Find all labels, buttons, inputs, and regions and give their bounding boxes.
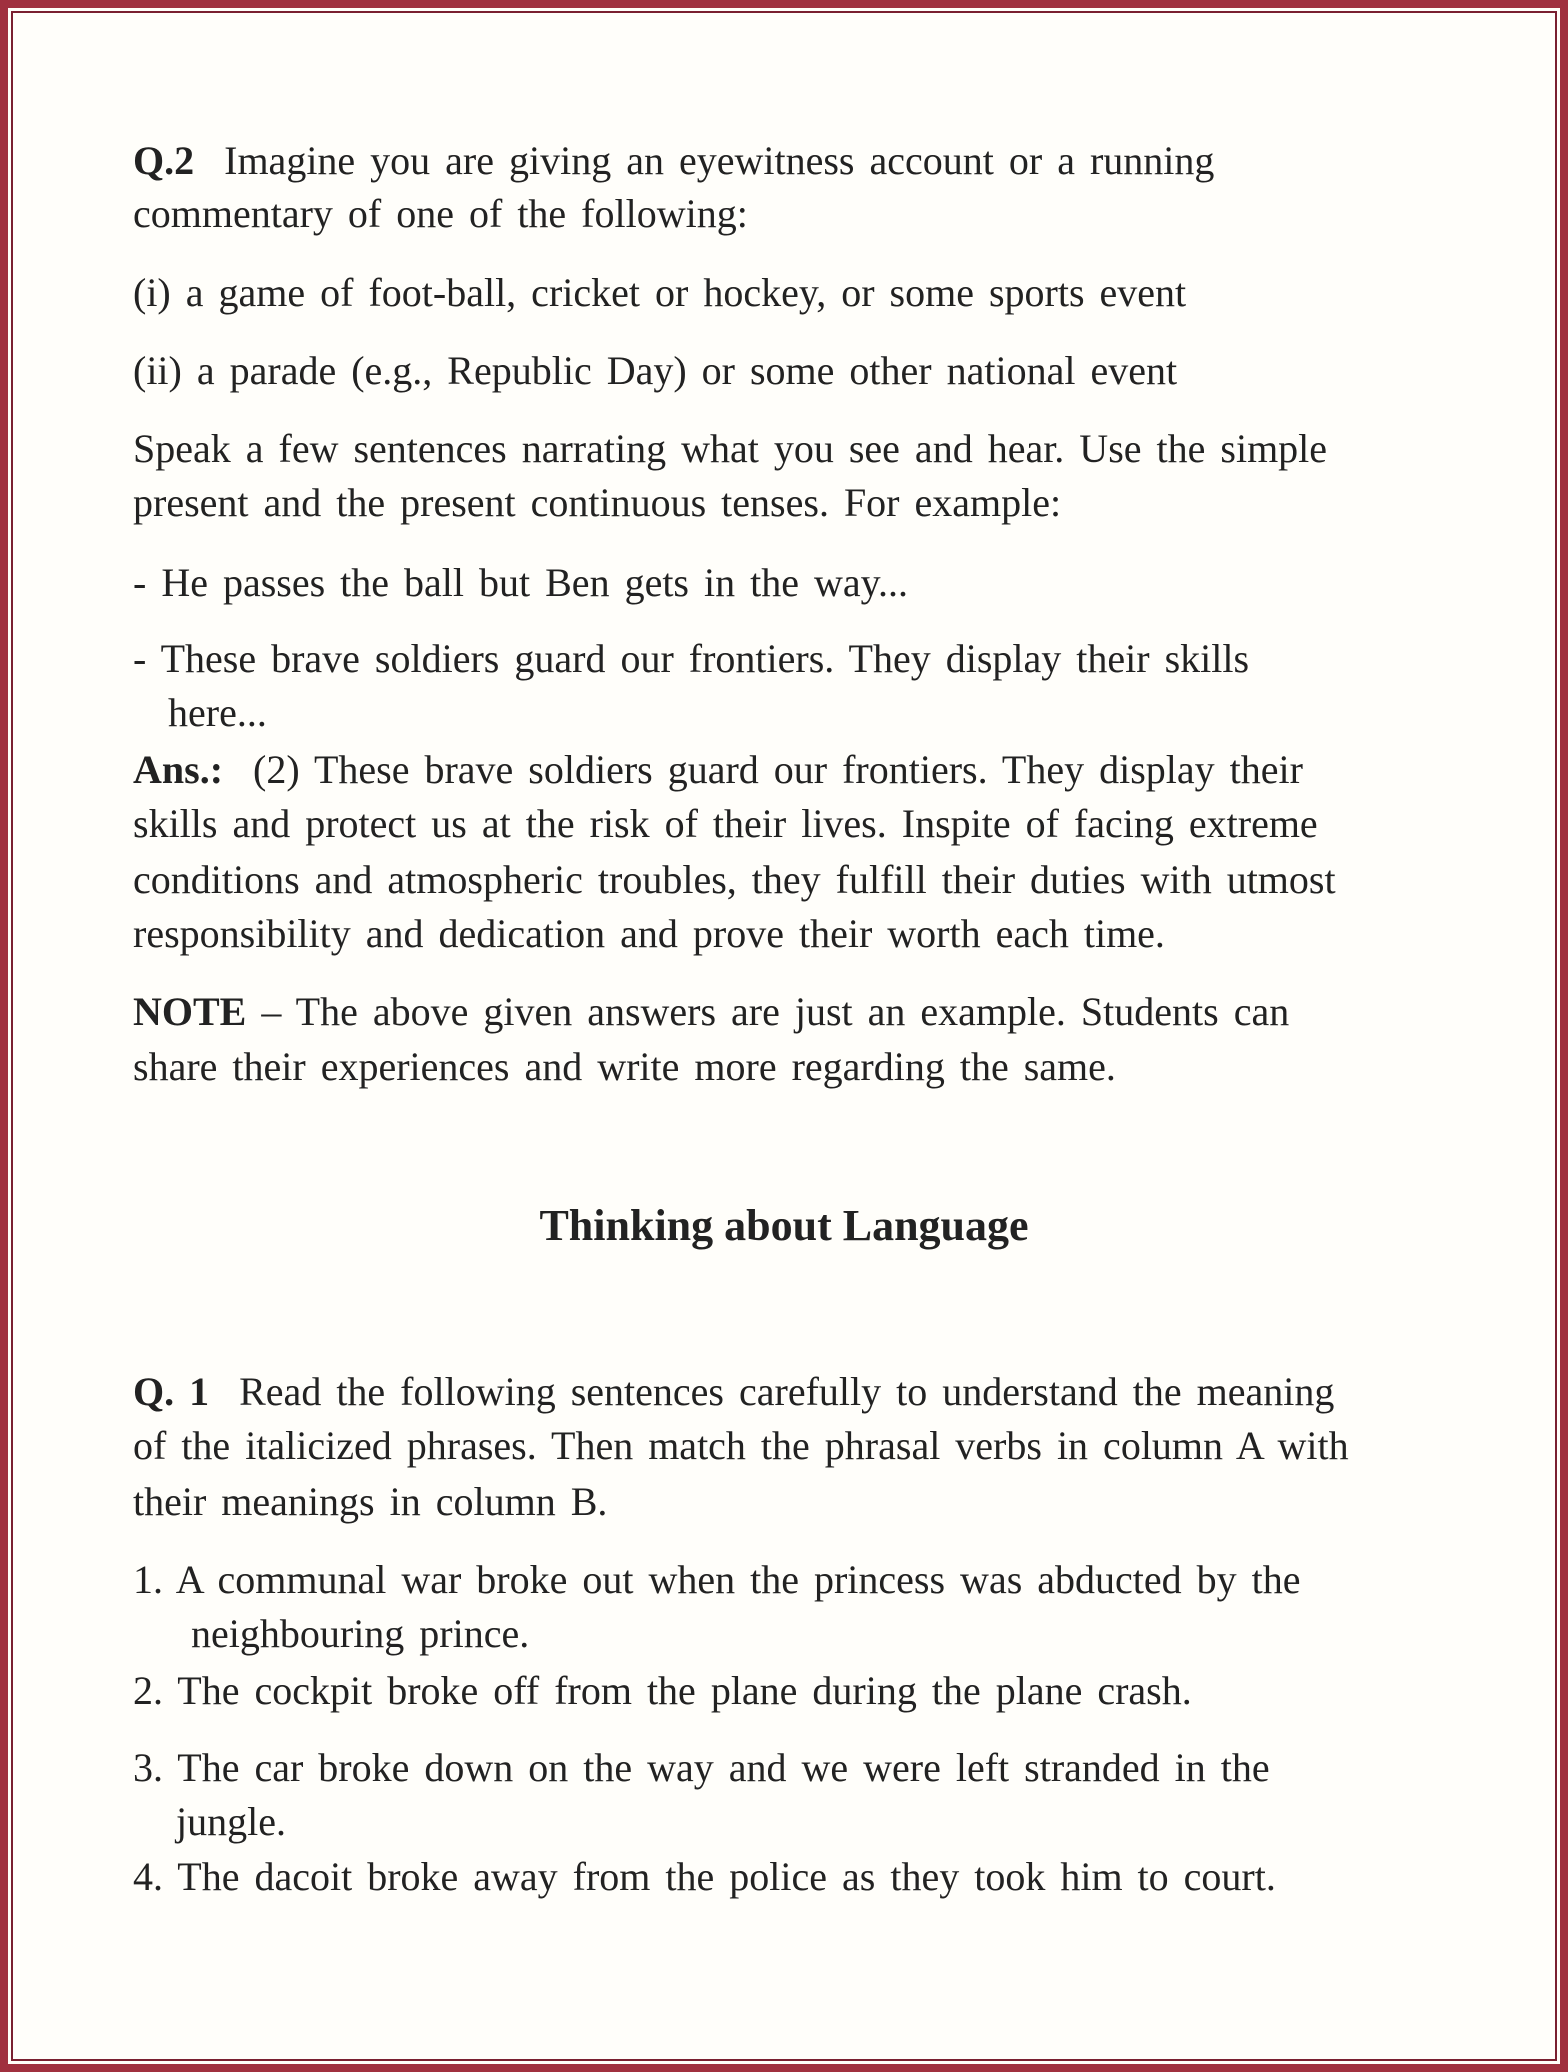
note-line [133,987,1289,1037]
ans-label: Ans.: [133,747,224,792]
example: - These brave soldiers guard our frontiers. They display their skills [133,636,1250,681]
q1-line: of the italicized phrases. Then match the phrasal verbs in column A with [133,1423,1349,1468]
option: (i) a game of foot-ball, cricket or hockey, or some sports event [133,270,1187,315]
note-label: NOTE [133,989,247,1034]
section-heading: Thinking about Language [539,1201,1029,1250]
q1-line: their meanings in column B. [133,1479,608,1524]
answer-line [133,745,1303,795]
note-line: share their experiences and write more regarding the same. [133,1044,1116,1089]
list-item: 1. A communal war broke out when the princess was abducted by the [133,1557,1301,1602]
instruction: Speak a few sentences narrating what you see and hear. Use the simple [133,426,1328,471]
text: Imagine you are giving an eyewitness account or a running [224,138,1215,183]
list-item: jungle. [176,1799,286,1844]
text: (2) These brave soldiers guard our frontiers. They display their [253,747,1303,792]
list-item: 2. The cockpit broke off from the plane during the plane crash. [133,1668,1192,1713]
option: (ii) a parade (e.g., Republic Day) or some other national event [133,348,1178,393]
answer-line: responsibility and dedication and prove their worth each time. [133,911,1165,956]
example: here... [168,690,267,735]
page [8,8,1560,2064]
q2-label: Q.2 [133,138,195,183]
q2-line [133,136,1214,186]
example: - He passes the ball but Ben gets in the way... [133,560,909,605]
instruction: present and the present continuous tenses. For example: [133,480,1062,525]
text: – The above given answers are just an example. Students can [261,989,1290,1034]
q1-label: Q. 1 [133,1369,210,1414]
list-item: 4. The dacoit broke away from the police as they took him to court. [133,1854,1276,1899]
q1-line [133,1367,1334,1417]
text: Read the following sentences carefully to understand the meaning [239,1369,1335,1414]
answer-line: conditions and atmospheric troubles, they fulfill their duties with utmost [133,857,1336,902]
list-item: 3. The car broke down on the way and we were left stranded in the [133,1745,1270,1790]
answer-line: skills and protect us at the risk of their lives. Inspite of facing extreme [133,801,1318,846]
q2-line: commentary of one of the following: [133,191,748,236]
list-item: neighbouring prince. [191,1611,530,1656]
